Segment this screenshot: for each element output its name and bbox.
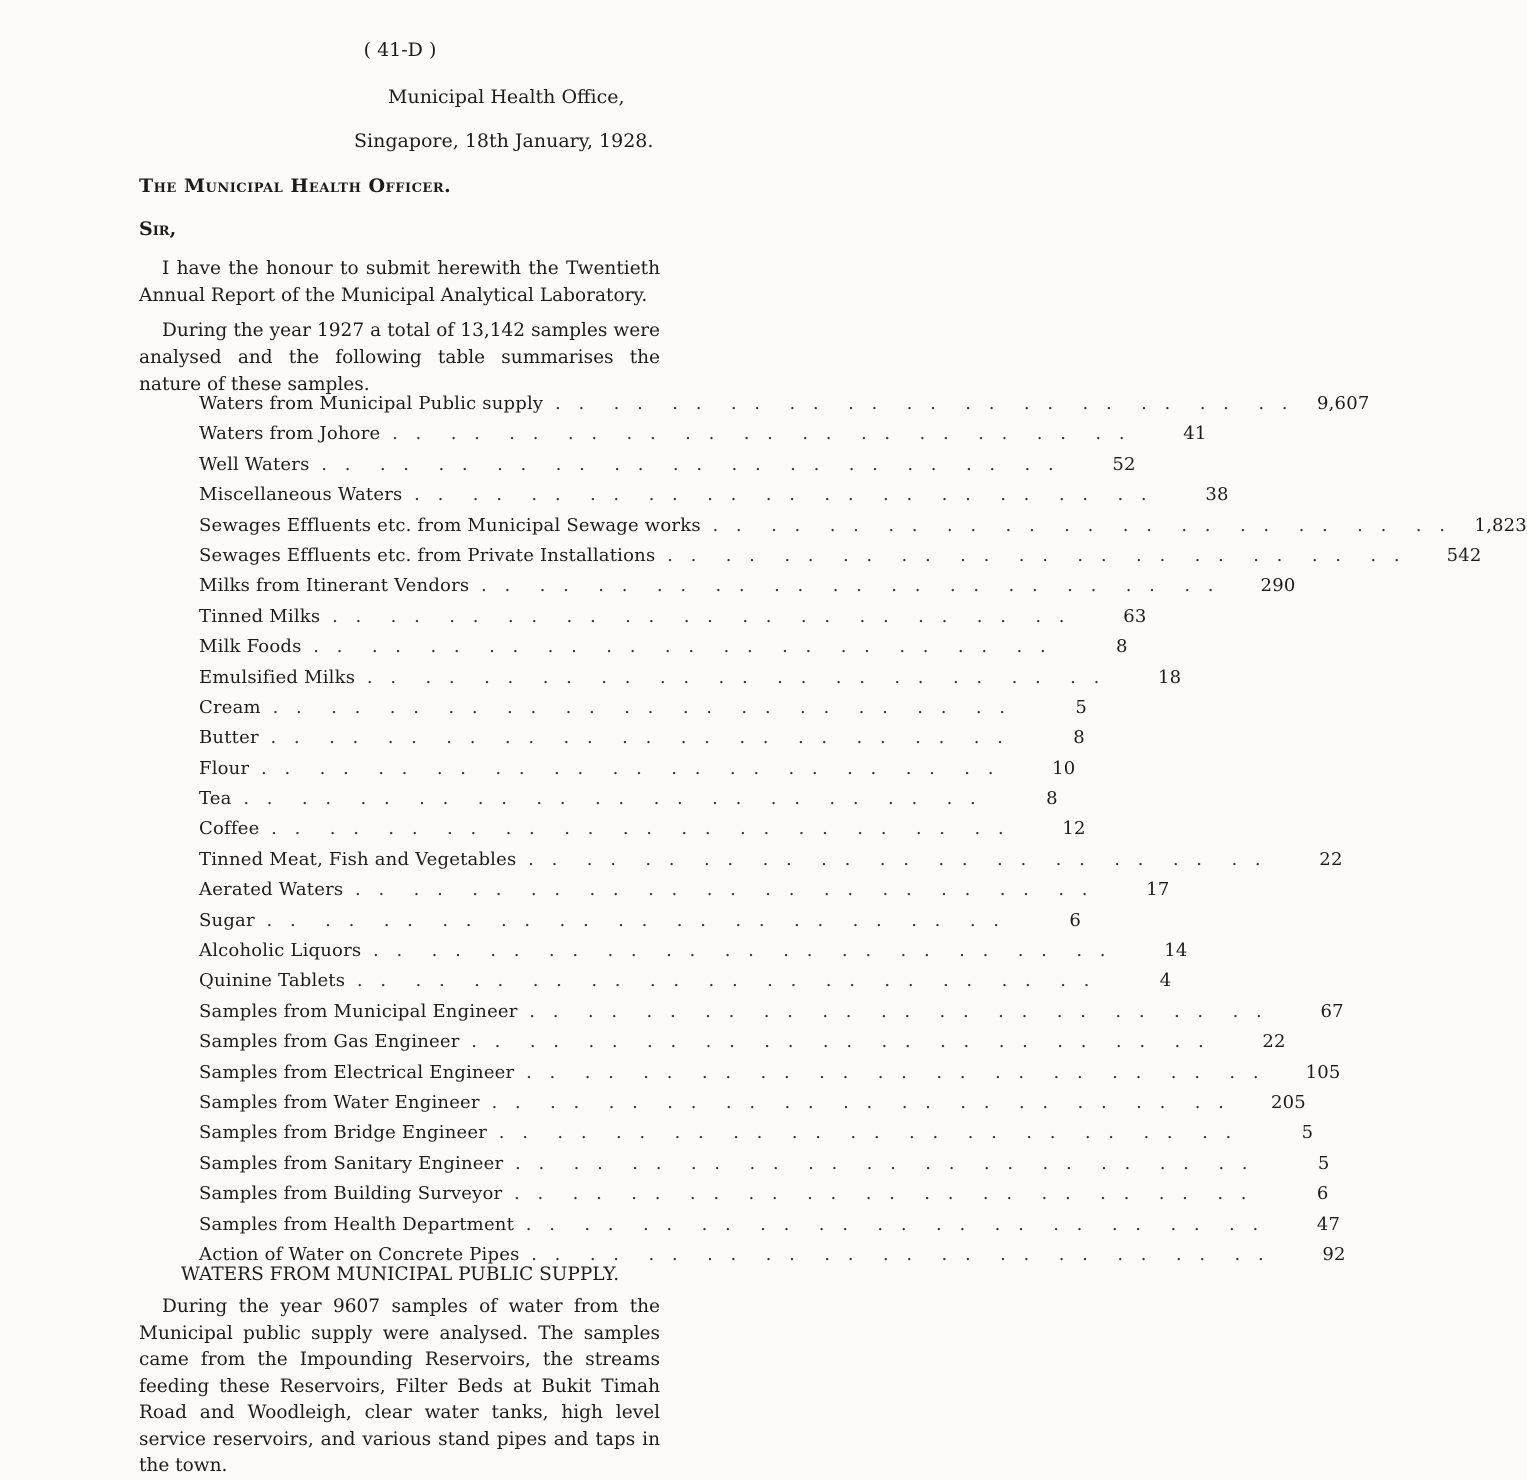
sample-row: [199, 879, 1170, 909]
sample-count: 542: [1406, 545, 1482, 566]
sample-count: 14: [1112, 940, 1188, 961]
sample-label: Well Waters . .: [199, 454, 1060, 475]
sample-count: 8: [1052, 636, 1128, 657]
sample-label: Butter . .: [199, 727, 1009, 748]
sample-row: [199, 818, 1086, 848]
sample-count: 8: [982, 788, 1058, 809]
sample-label: Samples from Electrical Engineer . .: [199, 1062, 1265, 1083]
sample-label: Emulsified Milks . .: [199, 667, 1105, 688]
sample-count: 22: [1267, 849, 1343, 870]
sample-count: 6: [1005, 910, 1081, 931]
sample-label: Sugar . .: [199, 910, 1005, 931]
sample-row: [199, 757, 1076, 788]
sender-office: Municipal Health Office,: [388, 86, 625, 108]
sample-row: [199, 484, 1229, 514]
sample-label: Sewages Effluents etc. from Private Installations . .: [199, 545, 1406, 566]
sample-row: [199, 940, 1188, 970]
sample-count: 12: [1010, 818, 1086, 839]
sample-row: [199, 970, 1172, 1000]
sample-count: 8: [1009, 727, 1085, 748]
summary-paragraph: During the year 1927 a total of 13,142 samples were analysed and the following table summarises the nature of these samples.: [139, 320, 660, 395]
sample-count: 9,607: [1294, 393, 1370, 414]
sample-label: Samples from Bridge Engineer . .: [199, 1122, 1237, 1143]
sample-count: 5: [1011, 697, 1087, 718]
sample-row: [199, 514, 1527, 545]
sample-label: Waters from Municipal Public supply . .: [199, 393, 1294, 414]
sample-label: Samples from Water Engineer . .: [199, 1092, 1230, 1113]
sample-label: Aerated Waters . .: [199, 879, 1094, 900]
sample-row: [199, 1183, 1329, 1213]
sample-count: 38: [1153, 484, 1229, 505]
sample-label: Samples from Sanitary Engineer . .: [199, 1153, 1254, 1174]
sample-count: 67: [1268, 1001, 1344, 1022]
sample-label: Samples from Building Surveyor . .: [199, 1183, 1253, 1204]
sample-row: [199, 1000, 1344, 1031]
sample-row: [199, 696, 1088, 727]
sample-label: Tinned Milks . .: [199, 606, 1071, 627]
sample-row: [199, 1152, 1330, 1183]
sample-row: [199, 544, 1482, 575]
sample-row: [199, 1061, 1341, 1092]
sample-count: 290: [1220, 575, 1296, 596]
place-and-date: Singapore, 18th January, 1928.: [354, 130, 654, 152]
sample-count: 10: [999, 758, 1075, 779]
sample-row: [199, 1091, 1306, 1122]
sample-label: Tinned Meat, Fish and Vegetables . .: [199, 849, 1267, 870]
sample-row: [199, 453, 1136, 484]
sample-label: Flour . .: [199, 758, 999, 779]
sample-label: Samples from Municipal Engineer . .: [199, 1001, 1268, 1022]
sample-row: [199, 393, 1370, 423]
sample-row: [199, 1031, 1286, 1061]
addressee: The Municipal Health Officer.: [139, 175, 452, 197]
sample-row: [199, 848, 1343, 879]
salutation: Sir,: [139, 218, 177, 240]
sample-count: 1,823: [1451, 515, 1527, 536]
sample-count: 105: [1265, 1062, 1341, 1083]
sample-count: 18: [1105, 667, 1181, 688]
sample-count: 205: [1230, 1092, 1306, 1113]
sample-label: Waters from Johore . .: [199, 423, 1131, 444]
sample-label: Sewages Effluents etc. from Municipal Sewage works . .: [199, 515, 1451, 536]
sample-count: 92: [1270, 1244, 1346, 1265]
sample-row: [199, 727, 1085, 757]
sample-label: Action of Water on Concrete Pipes . .: [199, 1244, 1270, 1265]
sample-label: Milks from Itinerant Vendors . .: [199, 575, 1220, 596]
sample-count: 6: [1253, 1183, 1329, 1204]
sample-row: [199, 1213, 1341, 1244]
sample-count: 63: [1071, 606, 1147, 627]
sample-count: 4: [1095, 970, 1171, 991]
sample-row: [199, 666, 1182, 697]
sample-label: Miscellaneous Waters . .: [199, 484, 1153, 505]
sample-count: 5: [1254, 1153, 1330, 1174]
sample-label: Tea . .: [199, 788, 982, 809]
sample-count: 47: [1264, 1214, 1340, 1235]
section-heading: WATERS FROM MUNICIPAL PUBLIC SUPPLY.: [180, 1264, 620, 1285]
sample-row: [199, 636, 1128, 666]
samples-table: [199, 393, 1527, 1274]
sample-label: Coffee . .: [199, 818, 1010, 839]
sample-row: [199, 575, 1296, 605]
water-supply-paragraph: During the year 9607 samples of water from the Municipal public supply were analysed. The samples came from the Impounding Reservoirs, the streams feeding these Reservoirs, Filter Beds at Bukit Timah Road and Woodleigh, clear water tanks, high level service reservoirs, and various stand pipes and taps in the town.: [139, 1296, 660, 1476]
sample-label: Cream . .: [199, 697, 1011, 718]
sample-label: Samples from Health Department . .: [199, 1214, 1264, 1235]
intro-paragraph: I have the honour to submit herewith the Twentieth Annual Report of the Municipal Analytical Laboratory.: [139, 258, 660, 306]
sample-count: 41: [1131, 423, 1207, 444]
sample-row: [199, 909, 1081, 940]
sample-count: 17: [1094, 879, 1170, 900]
sample-label: Samples from Gas Engineer . .: [199, 1031, 1210, 1052]
sample-row: [199, 788, 1058, 818]
sample-label: Milk Foods . .: [199, 636, 1052, 657]
sample-label: Alcoholic Liquors . .: [199, 940, 1112, 961]
sample-row: [199, 423, 1207, 453]
sample-row: [199, 605, 1147, 636]
sample-label: Quinine Tablets . .: [199, 970, 1095, 991]
sample-count: 22: [1210, 1031, 1286, 1052]
sample-count: 5: [1237, 1122, 1313, 1143]
sample-count: 52: [1060, 454, 1136, 475]
page-number: ( 41-D ): [363, 39, 437, 61]
sample-row: [199, 1122, 1314, 1152]
